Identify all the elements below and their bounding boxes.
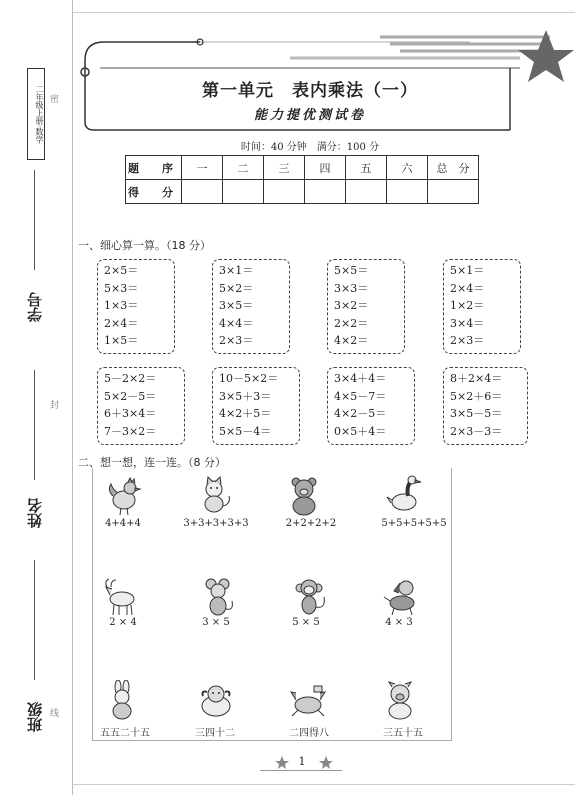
- class-line-upper[interactable]: [34, 560, 35, 680]
- calc-item[interactable]: 1×3＝: [104, 299, 139, 312]
- score-table-header: 得 分: [126, 180, 182, 204]
- calc-item[interactable]: 5×5－4＝: [219, 424, 272, 438]
- calc-item[interactable]: 2×2＝: [334, 316, 369, 330]
- match-expression[interactable]: 2 × 4: [109, 617, 137, 628]
- rabbit-icon[interactable]: [102, 680, 142, 720]
- bottom-rule: [72, 784, 575, 785]
- cut-mark-feng: 封: [50, 401, 60, 411]
- match-expression[interactable]: 4 × 3: [385, 617, 413, 628]
- goat-icon[interactable]: [102, 577, 142, 617]
- calc-item[interactable]: 3×5＝: [219, 299, 254, 312]
- star-icon: [319, 756, 333, 769]
- calc-item[interactable]: 7－3×2＝: [104, 424, 157, 438]
- calc-item[interactable]: 2×5＝: [104, 264, 139, 277]
- calc-item[interactable]: 5×2＝: [219, 281, 254, 295]
- monkey-icon[interactable]: [290, 577, 330, 617]
- cut-mark-xian: 线: [50, 709, 60, 719]
- calc-box: [97, 367, 185, 445]
- match-expression[interactable]: 4+4+4: [105, 518, 141, 529]
- calc-item[interactable]: 2×3－3＝: [450, 424, 503, 438]
- score-col-1: 一: [182, 156, 223, 180]
- section-2-title: 二、想一想，连一连。（8 分）: [78, 456, 226, 469]
- crab-icon[interactable]: [288, 680, 328, 720]
- score-col-total: 总 分: [428, 156, 479, 180]
- calc-item[interactable]: 3×5＋3＝: [219, 389, 272, 403]
- calc-item[interactable]: 0×5＋4＝: [334, 424, 387, 438]
- page-subtitle: 能力提优测试卷: [253, 108, 366, 123]
- rooster-icon[interactable]: [104, 476, 144, 516]
- star-icon: [275, 756, 289, 769]
- calc-item[interactable]: 6＋3×4＝: [104, 407, 157, 420]
- calc-item[interactable]: 3×1＝: [219, 264, 254, 277]
- calc-box: [327, 259, 405, 354]
- score-col-5: 五: [346, 156, 387, 180]
- calc-box: [212, 259, 290, 354]
- bear-icon[interactable]: [284, 476, 324, 516]
- calc-box: [443, 259, 521, 354]
- calc-item[interactable]: 1×2＝: [450, 299, 485, 312]
- dog-icon[interactable]: [382, 577, 422, 617]
- page-title: 第一单元 表内乘法（一）: [202, 81, 418, 101]
- time-info: 时间：40 分钟 满分：100 分: [240, 142, 380, 153]
- binding-margin-rule: [72, 0, 73, 795]
- grade-tag: 二年级上册·数学: [27, 68, 45, 160]
- score-cell[interactable]: [182, 180, 223, 204]
- calc-item[interactable]: 4×5－7＝: [334, 389, 387, 403]
- match-expression[interactable]: 五五二十五: [100, 728, 150, 739]
- student-no-line[interactable]: [34, 170, 35, 270]
- mouse-icon[interactable]: [198, 577, 238, 617]
- calc-box: [97, 259, 175, 354]
- score-cell[interactable]: [346, 180, 387, 204]
- score-table-row: [126, 156, 479, 180]
- calc-item[interactable]: 5×3＝: [104, 281, 139, 295]
- calc-item[interactable]: 3×5－5＝: [450, 407, 503, 420]
- calc-item[interactable]: 5－2×2＝: [104, 372, 157, 385]
- score-cell[interactable]: [223, 180, 264, 204]
- score-cell[interactable]: [305, 180, 346, 204]
- match-expression[interactable]: 2+2+2+2: [285, 518, 337, 529]
- match-expression[interactable]: 5+5+5+5+5: [381, 518, 447, 529]
- name-line-upper: [34, 370, 35, 480]
- match-expression[interactable]: 3 × 5: [202, 617, 230, 628]
- score-table-header: 题 序: [126, 156, 182, 180]
- score-table-row: [126, 180, 479, 204]
- calc-item[interactable]: 3×3＝: [334, 281, 369, 295]
- match-expression[interactable]: 3+3+3+3+3: [183, 518, 249, 529]
- calc-box: [212, 367, 300, 445]
- page-number: 1: [298, 755, 306, 768]
- match-expression[interactable]: 5 × 5: [292, 617, 320, 628]
- calc-item[interactable]: 1×5＝: [104, 334, 139, 347]
- calc-item[interactable]: 3×4＝: [450, 316, 485, 330]
- name-label: 姓名: [26, 498, 44, 528]
- match-expression[interactable]: 二四得八: [289, 728, 329, 739]
- calc-item[interactable]: 4×2＝: [334, 334, 369, 347]
- calc-item[interactable]: 2×3＝: [219, 334, 254, 347]
- score-cell[interactable]: [387, 180, 428, 204]
- score-col-2: 二: [223, 156, 264, 180]
- cut-mark-mi: 密: [50, 95, 60, 105]
- class-label: 班级: [26, 702, 44, 732]
- cat-icon[interactable]: [194, 476, 234, 516]
- section-1-title: 一、细心算一算。（18 分）: [78, 239, 211, 252]
- score-cell[interactable]: [264, 180, 305, 204]
- calc-item[interactable]: 4×4＝: [219, 316, 254, 330]
- calc-item[interactable]: 8＋2×4＝: [450, 372, 503, 385]
- calc-item[interactable]: 10－5×2＝: [219, 372, 279, 385]
- calc-item[interactable]: 2×3＝: [450, 334, 485, 347]
- calc-item[interactable]: 5×2－5＝: [104, 389, 157, 403]
- match-expression[interactable]: 三四十二: [195, 728, 235, 739]
- goose-icon[interactable]: [384, 474, 424, 514]
- top-rule: [72, 12, 575, 13]
- score-col-3: 三: [264, 156, 305, 180]
- calc-item[interactable]: 5×5＝: [334, 264, 369, 277]
- score-col-6: 六: [387, 156, 428, 180]
- footer-rule: [260, 770, 342, 771]
- score-cell[interactable]: [428, 180, 479, 204]
- calc-item[interactable]: 4×2＋5＝: [219, 407, 272, 420]
- calc-item[interactable]: 5×2＋6＝: [450, 389, 503, 403]
- sheep-icon[interactable]: [196, 680, 236, 720]
- pig-icon[interactable]: [380, 680, 420, 720]
- student-no-label: 学号: [26, 292, 44, 322]
- calc-item[interactable]: 2×4＝: [104, 316, 139, 330]
- calc-item[interactable]: 5×1＝: [450, 264, 485, 277]
- match-expression[interactable]: 三五十五: [383, 728, 423, 739]
- calc-item[interactable]: 4×2－5＝: [334, 407, 387, 420]
- calc-item[interactable]: 3×2＝: [334, 299, 369, 312]
- calc-item[interactable]: 3×4＋4＝: [334, 372, 387, 385]
- score-table: [125, 155, 479, 204]
- calc-item[interactable]: 2×4＝: [450, 281, 485, 295]
- calc-box: [327, 367, 415, 445]
- calc-box: [443, 367, 528, 445]
- score-col-4: 四: [305, 156, 346, 180]
